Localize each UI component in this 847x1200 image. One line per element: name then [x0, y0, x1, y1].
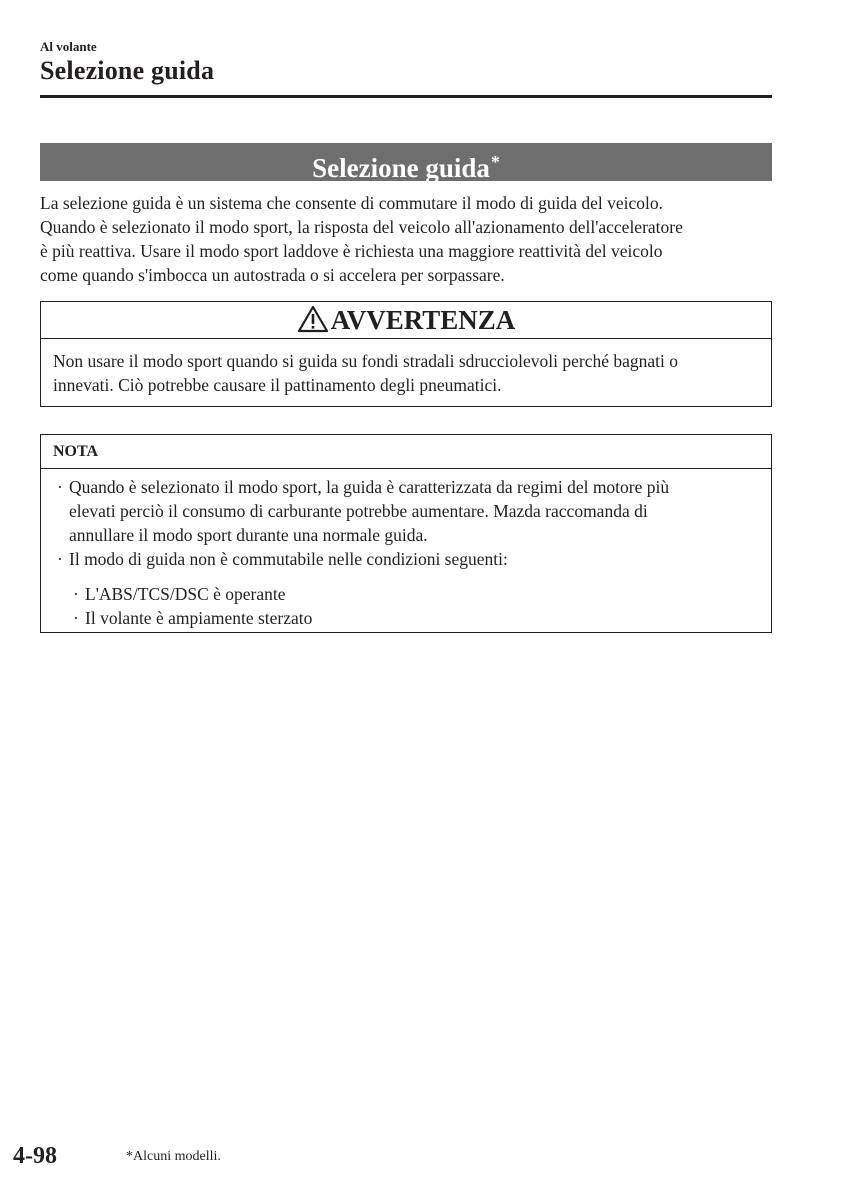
breadcrumb: Al volante: [40, 39, 97, 54]
section-title: Selezione guida: [312, 153, 490, 183]
bullet-dot: ·: [57, 477, 63, 497]
warning-box: [40, 301, 772, 407]
warning-line: Non usare il modo sport quando si guida su fondi stradali sdrucciolevoli perché bagnati o: [53, 351, 679, 371]
section-asterisk: *: [490, 152, 500, 172]
note-bullet-item: [57, 475, 759, 547]
note-sub-list: [57, 582, 759, 630]
warning-text: [41, 339, 771, 397]
title-divider: [40, 95, 772, 98]
note-line: annullare il modo sport durante una normale guida.: [69, 525, 428, 545]
section-header-bar: [40, 143, 772, 181]
note-line: Quando è selezionato il modo sport, la guida è caratterizzata da regimi del motore più: [69, 477, 670, 497]
note-body: [41, 469, 771, 630]
intro-paragraph: [40, 191, 780, 287]
warning-title: AVVERTENZA: [330, 305, 516, 335]
intro-line: è più reattiva. Usare il modo sport laddove è richiesta una maggiore reattività del veicolo: [40, 241, 663, 261]
warning-triangle-icon: [297, 305, 329, 333]
note-line: Il modo di guida non è commutabile nelle condizioni seguenti:: [69, 549, 508, 569]
bullet-dot: ·: [73, 584, 79, 604]
note-sub-item: [73, 606, 759, 630]
note-header: NOTA: [41, 435, 771, 469]
note-bullet-item: [57, 547, 759, 571]
bullet-dot: ·: [73, 608, 79, 628]
footnote: *Alcuni modelli.: [126, 1149, 221, 1164]
warning-header: [41, 302, 771, 339]
note-sub-text: Il volante è ampiamente sterzato: [85, 608, 313, 628]
note-sub-text: L'ABS/TCS/DSC è operante: [85, 584, 286, 604]
page-number: 4-98: [13, 1143, 57, 1169]
warning-line: innevati. Ciò potrebbe causare il pattinamento degli pneumatici.: [53, 375, 502, 395]
note-sub-item: [73, 582, 759, 606]
intro-line: come quando s'imbocca un autostrada o si accelera per sorpassare.: [40, 265, 505, 285]
intro-line: Quando è selezionato il modo sport, la risposta del veicolo all'azionamento dell'acceleratore: [40, 217, 683, 237]
page-title: Selezione guida: [40, 56, 215, 85]
note-box: [40, 434, 772, 633]
intro-line: La selezione guida è un sistema che consente di commutare il modo di guida del veicolo.: [40, 193, 664, 213]
bullet-dot: ·: [57, 549, 63, 569]
note-line: elevati perciò il consumo di carburante potrebbe aumentare. Mazda raccomanda di: [69, 501, 648, 521]
